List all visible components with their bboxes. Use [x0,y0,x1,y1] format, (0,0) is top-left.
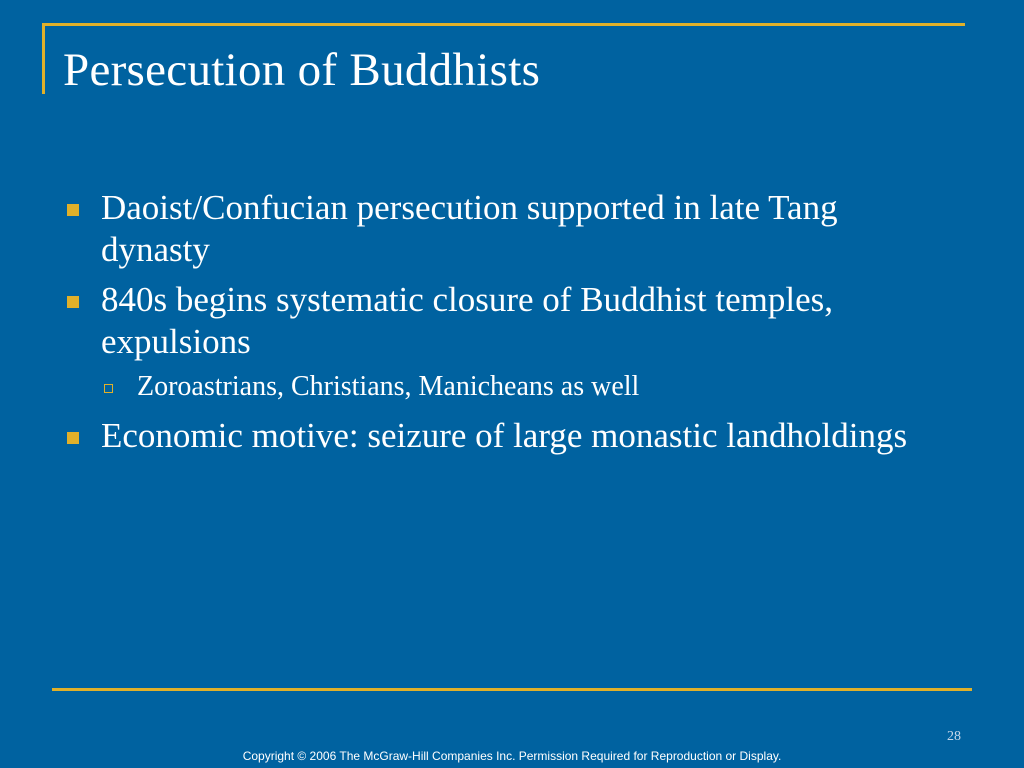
bottom-divider [52,688,972,691]
bullet-text: Economic motive: seizure of large monastic landholdings [101,416,908,455]
square-bullet-icon [67,204,79,216]
bullet-text: Daoist/Confucian persecution supported in late Tang dynasty [101,188,838,269]
hollow-square-bullet-icon [104,384,113,393]
bullet-item [64,187,944,271]
bullet-list [64,187,944,465]
square-bullet-icon [67,296,79,308]
bullet-text: 840s begins systematic closure of Buddhist temples, expulsions [101,280,833,361]
sub-bullet-item [64,369,944,405]
frame-top-accent [42,23,965,26]
bullet-item [64,415,944,457]
copyright-notice: Copyright © 2006 The McGraw-Hill Companies Inc. Permission Required for Reproduction or Display. [242,749,782,763]
slide-title: Persecution of Buddhists [63,44,541,96]
bullet-item [64,279,944,363]
slide-number: 28 [947,729,961,744]
sub-bullet-text: Zoroastrians, Christians, Manicheans as well [137,371,640,402]
square-bullet-icon [67,432,79,444]
frame-left-accent [42,23,45,94]
